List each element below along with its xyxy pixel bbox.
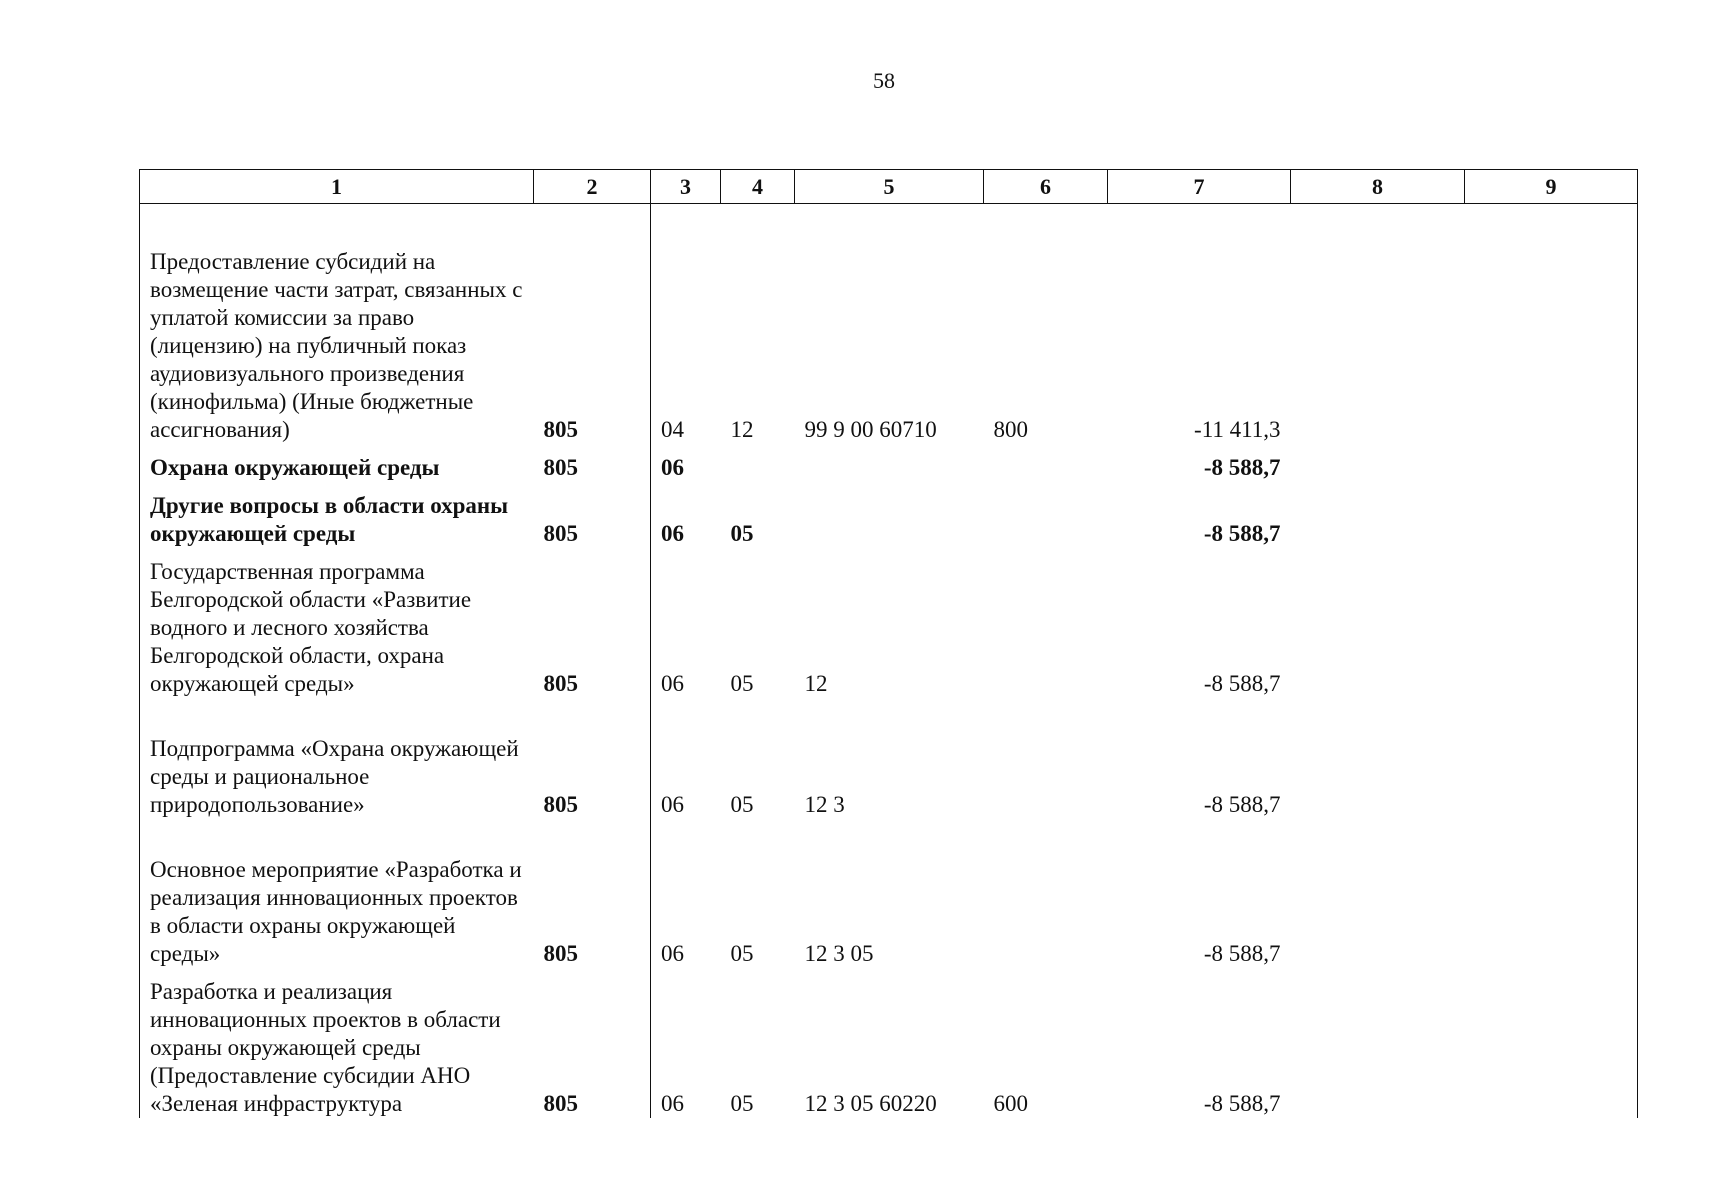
row-section: 06: [661, 940, 684, 966]
row-section: 04: [661, 416, 684, 442]
header-col-8: 8: [1291, 170, 1465, 204]
table-row: [140, 704, 1638, 825]
row-expense-type: 800: [993, 416, 1028, 442]
row-gov-code: 805: [534, 825, 651, 974]
row-target-article: 12 3 05 60220: [804, 1090, 937, 1116]
row-subsection: 05: [730, 940, 754, 966]
table-row: [140, 825, 1638, 974]
budget-table: [139, 169, 1638, 1118]
table-row: [140, 204, 1638, 450]
row-gov-code: 805: [534, 204, 651, 450]
row-col-9: [1465, 825, 1638, 974]
header-col-5: 5: [795, 170, 984, 204]
page-number: 58: [873, 68, 895, 93]
row-sum: -8 588,7: [1203, 940, 1281, 966]
row-sum: -8 588,7: [1203, 454, 1281, 480]
row-section: 06: [661, 791, 684, 817]
header-col-3: 3: [651, 170, 721, 204]
row-sum: -8 588,7: [1203, 791, 1281, 817]
header-col-7: 7: [1108, 170, 1291, 204]
row-subsection: [721, 450, 795, 488]
row-col-9: [1465, 704, 1638, 825]
row-gov-code: 805: [534, 704, 651, 825]
row-name: Охрана окружающей среды: [140, 450, 534, 488]
row-section: 06: [661, 454, 684, 480]
header-col-4: 4: [721, 170, 795, 204]
row-subsection: 05: [730, 670, 754, 696]
row-sum: -8 588,7: [1203, 1090, 1281, 1116]
table-row: [140, 974, 1638, 1118]
table-row: [140, 488, 1638, 554]
row-subsection: 12: [730, 416, 754, 442]
row-col-9: [1465, 554, 1638, 704]
header-col-1: 1: [140, 170, 534, 204]
row-col-8: [1291, 488, 1465, 554]
row-expense-type: [984, 704, 1108, 825]
row-expense-type: [984, 450, 1108, 488]
header-col-9: 9: [1465, 170, 1638, 204]
row-target-article: 12 3: [804, 791, 845, 817]
row-col-9: [1465, 488, 1638, 554]
row-expense-type: 600: [993, 1090, 1028, 1116]
header-col-6: 6: [984, 170, 1108, 204]
row-name: Предоставление субсидий на возмещение части затрат, связанных с уплатой комиссии за право (лицензию) на публичный показ аудиовизуального произведения (кинофильма) (Иные бюджетные ассигнования): [140, 204, 534, 450]
row-col-8: [1291, 450, 1465, 488]
row-target-article: [795, 488, 984, 554]
table-row: [140, 554, 1638, 704]
row-col-9: [1465, 204, 1638, 450]
row-target-article: 99 9 00 60710: [804, 416, 937, 442]
row-subsection: 05: [730, 520, 754, 546]
row-name: Другие вопросы в области охраны окружающей среды: [140, 488, 534, 554]
row-gov-code: 805: [534, 488, 651, 554]
row-target-article: 12 3 05: [804, 940, 874, 966]
row-col-8: [1291, 554, 1465, 704]
row-col-8: [1291, 825, 1465, 974]
row-col-8: [1291, 204, 1465, 450]
row-gov-code: 805: [534, 974, 651, 1118]
row-gov-code: 805: [534, 450, 651, 488]
row-col-8: [1291, 704, 1465, 825]
row-subsection: 05: [730, 1090, 754, 1116]
row-gov-code: 805: [534, 554, 651, 704]
row-name: Государственная программа Белгородской области «Развитие водного и лесного хозяйства Белгородской области, охрана окружающей среды»: [140, 554, 534, 704]
row-section: 06: [661, 670, 684, 696]
row-col-9: [1465, 450, 1638, 488]
row-name: Разработка и реализация инновационных проектов в области охраны окружающей среды (Предоставление субсидии АНО «Зеленая инфраструктура: [140, 974, 534, 1118]
row-name: Подпрограмма «Охрана окружающей среды и рациональное природопользование»: [140, 704, 534, 825]
row-section: 06: [661, 520, 684, 546]
row-col-9: [1465, 974, 1638, 1118]
table-row: [140, 450, 1638, 488]
row-subsection: 05: [730, 791, 754, 817]
row-expense-type: [984, 554, 1108, 704]
row-sum: -11 411,3: [1194, 416, 1281, 442]
row-expense-type: [984, 825, 1108, 974]
row-target-article: [795, 450, 984, 488]
row-section: 06: [661, 1090, 684, 1116]
row-name: Основное мероприятие «Разработка и реализация инновационных проектов в области охраны окружающей среды»: [140, 825, 534, 974]
row-col-8: [1291, 974, 1465, 1118]
row-sum: -8 588,7: [1203, 520, 1281, 546]
row-target-article: 12: [804, 670, 828, 696]
row-expense-type: [984, 488, 1108, 554]
header-row: [140, 170, 1638, 204]
row-sum: -8 588,7: [1203, 670, 1281, 696]
header-col-2: 2: [534, 170, 651, 204]
